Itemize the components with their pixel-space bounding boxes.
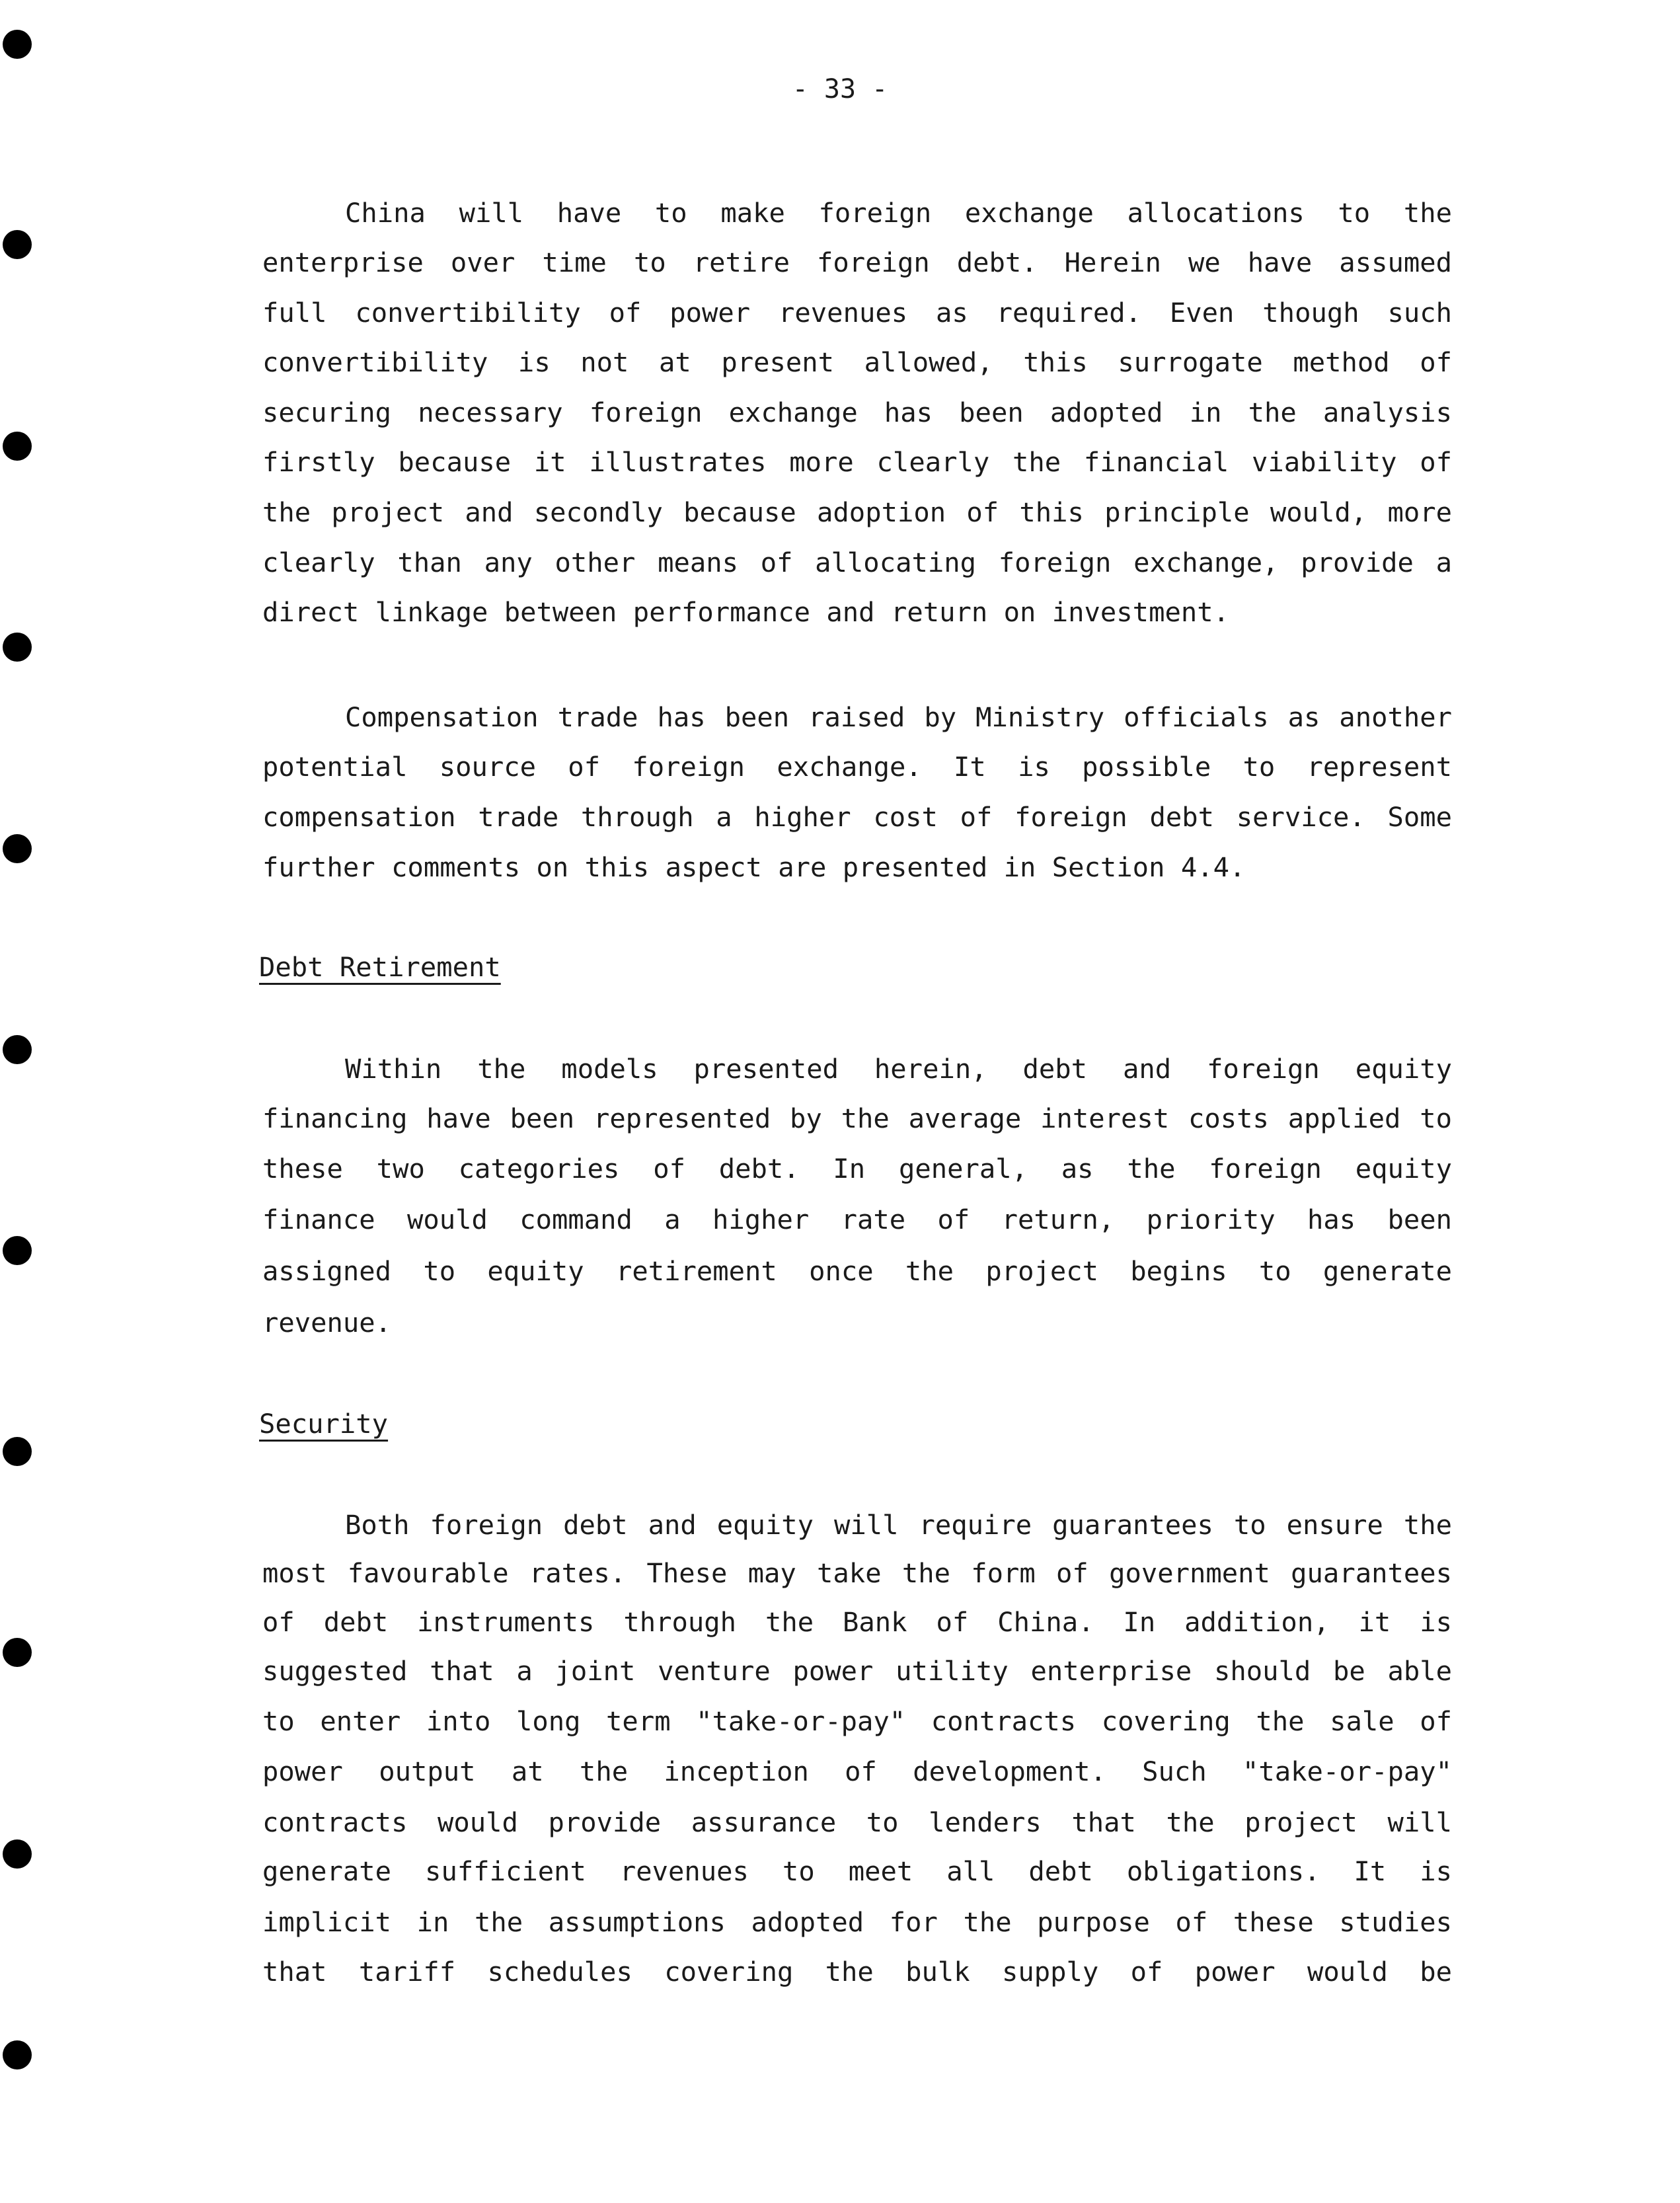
text-line: generate sufficient revenues to meet all debt obligations. It is <box>262 1855 1452 1887</box>
punch-hole <box>3 1035 32 1064</box>
punch-hole <box>3 633 32 662</box>
punch-hole <box>3 1638 32 1667</box>
text-line: direct linkage between performance and return on investment. <box>262 596 1229 628</box>
section-heading: Security <box>259 1408 389 1440</box>
text-line: of debt instruments through the Bank of China. In addition, it is <box>262 1606 1452 1638</box>
text-line: to enter into long term "take-or-pay" contracts covering the sale of <box>262 1705 1452 1737</box>
punch-hole <box>3 30 32 59</box>
punch-hole <box>3 2040 32 2069</box>
text-line: assigned to equity retirement once the project begins to generate <box>262 1255 1452 1287</box>
text-line: financing have been represented by the average interest costs applied to <box>262 1102 1452 1134</box>
text-line: that tariff schedules covering the bulk supply of power would be <box>262 1956 1452 1988</box>
page-number: - 33 - <box>792 74 888 104</box>
text-line: potential source of foreign exchange. It is possible to represent <box>262 751 1452 783</box>
text-line: revenue. <box>262 1307 392 1338</box>
text-line: contracts would provide assurance to lenders that the project will <box>262 1806 1452 1838</box>
text-line: Within the models presented herein, debt and foreign equity <box>345 1053 1452 1085</box>
text-line: finance would command a higher rate of return, priority has been <box>262 1204 1452 1235</box>
text-line: these two categories of debt. In general, as the foreign equity <box>262 1153 1452 1184</box>
text-line: Compensation trade has been raised by Ministry officials as another <box>345 701 1452 733</box>
punch-hole <box>3 230 32 259</box>
punch-hole <box>3 432 32 461</box>
section-heading: Debt Retirement <box>259 951 501 983</box>
punch-hole <box>3 1437 32 1466</box>
punch-hole <box>3 834 32 863</box>
text-line: securing necessary foreign exchange has been adopted in the analysis <box>262 397 1452 428</box>
text-line: compensation trade through a higher cost of foreign debt service. Some <box>262 801 1452 833</box>
text-line: full convertibility of power revenues as required. Even though such <box>262 297 1452 329</box>
text-line: enterprise over time to retire foreign debt. Herein we have assumed <box>262 247 1452 278</box>
text-line: implicit in the assumptions adopted for the purpose of these studies <box>262 1906 1452 1938</box>
text-line: the project and secondly because adoption of this principle would, more <box>262 496 1452 528</box>
text-line: convertibility is not at present allowed, this surrogate method of <box>262 346 1452 378</box>
text-line: most favourable rates. These may take the form of government guarantees <box>262 1557 1452 1589</box>
text-line: firstly because it illustrates more clearly the financial viability of <box>262 446 1452 478</box>
text-line: power output at the inception of development. Such "take-or-pay" <box>262 1756 1452 1787</box>
text-line: China will have to make foreign exchange allocations to the <box>345 197 1452 229</box>
text-line: further comments on this aspect are presented in Section 4.4. <box>262 851 1246 883</box>
text-line: Both foreign debt and equity will require guarantees to ensure the <box>345 1509 1452 1541</box>
punch-hole <box>3 1839 32 1869</box>
text-line: clearly than any other means of allocating foreign exchange, provide a <box>262 547 1452 578</box>
punch-hole <box>3 1236 32 1265</box>
text-line: suggested that a joint venture power utility enterprise should be able <box>262 1655 1452 1687</box>
